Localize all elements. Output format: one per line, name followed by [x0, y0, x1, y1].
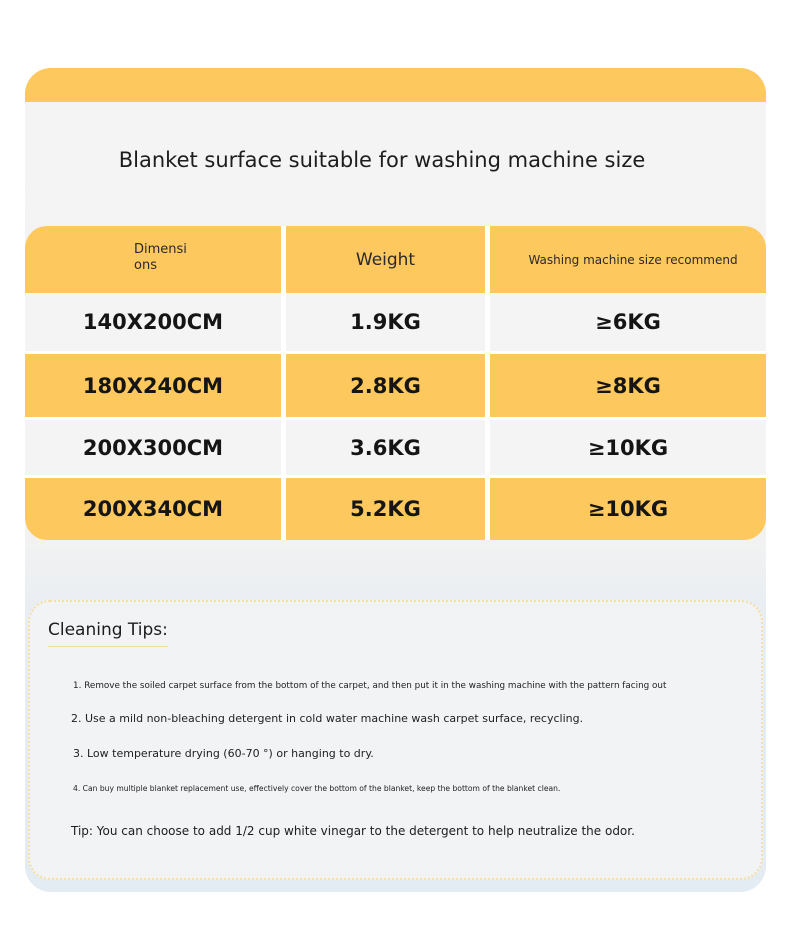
table-cell-machine-size: ≥6KG: [490, 293, 766, 351]
table-cell-weight: 1.9KG: [286, 293, 485, 351]
table-cell-weight: 5.2KG: [286, 478, 485, 540]
header-dimensions: [25, 226, 281, 293]
table-cell-machine-size: ≥10KG: [490, 420, 766, 475]
card-top-band: [25, 68, 766, 102]
tip-item-3: 3. Low temperature drying (60-70 °) or hanging to dry.: [73, 747, 374, 760]
header-dimensions-line-2: ons: [134, 258, 157, 273]
tip-item-2: 2. Use a mild non-bleaching detergent in cold water machine wash carpet surface, recycling.: [71, 712, 584, 725]
table-cell-dimension: 180X240CM: [25, 354, 281, 417]
table-cell-machine-size: ≥10KG: [490, 478, 766, 540]
header-weight: Weight: [286, 226, 485, 293]
table-cell-dimension: 200X340CM: [25, 478, 281, 540]
header-dimensions-line-1: Dimensi: [134, 242, 187, 257]
header-washing-machine-size: Washing machine size recommend: [490, 226, 766, 293]
table-cell-dimension: 140X200CM: [25, 293, 281, 351]
table-cell-weight: 2.8KG: [286, 354, 485, 417]
page-title: Blanket surface suitable for washing machine size: [118, 148, 646, 172]
tip-note: Tip: You can choose to add 1/2 cup white vinegar to the detergent to help neutralize the odor.: [71, 824, 635, 838]
cleaning-tips-title: Cleaning Tips:: [48, 620, 168, 647]
tip-item-4: 4. Can buy multiple blanket replacement use, effectively cover the bottom of the blanket, keep the bottom of the blanket clean.: [73, 784, 561, 793]
tip-item-1: 1. Remove the soiled carpet surface from the bottom of the carpet, and then put it in the washing machine with the pattern facing out: [73, 681, 667, 691]
size-table: [25, 226, 766, 540]
table-cell-dimension: 200X300CM: [25, 420, 281, 475]
table-cell-weight: 3.6KG: [286, 420, 485, 475]
table-cell-machine-size: ≥8KG: [490, 354, 766, 417]
